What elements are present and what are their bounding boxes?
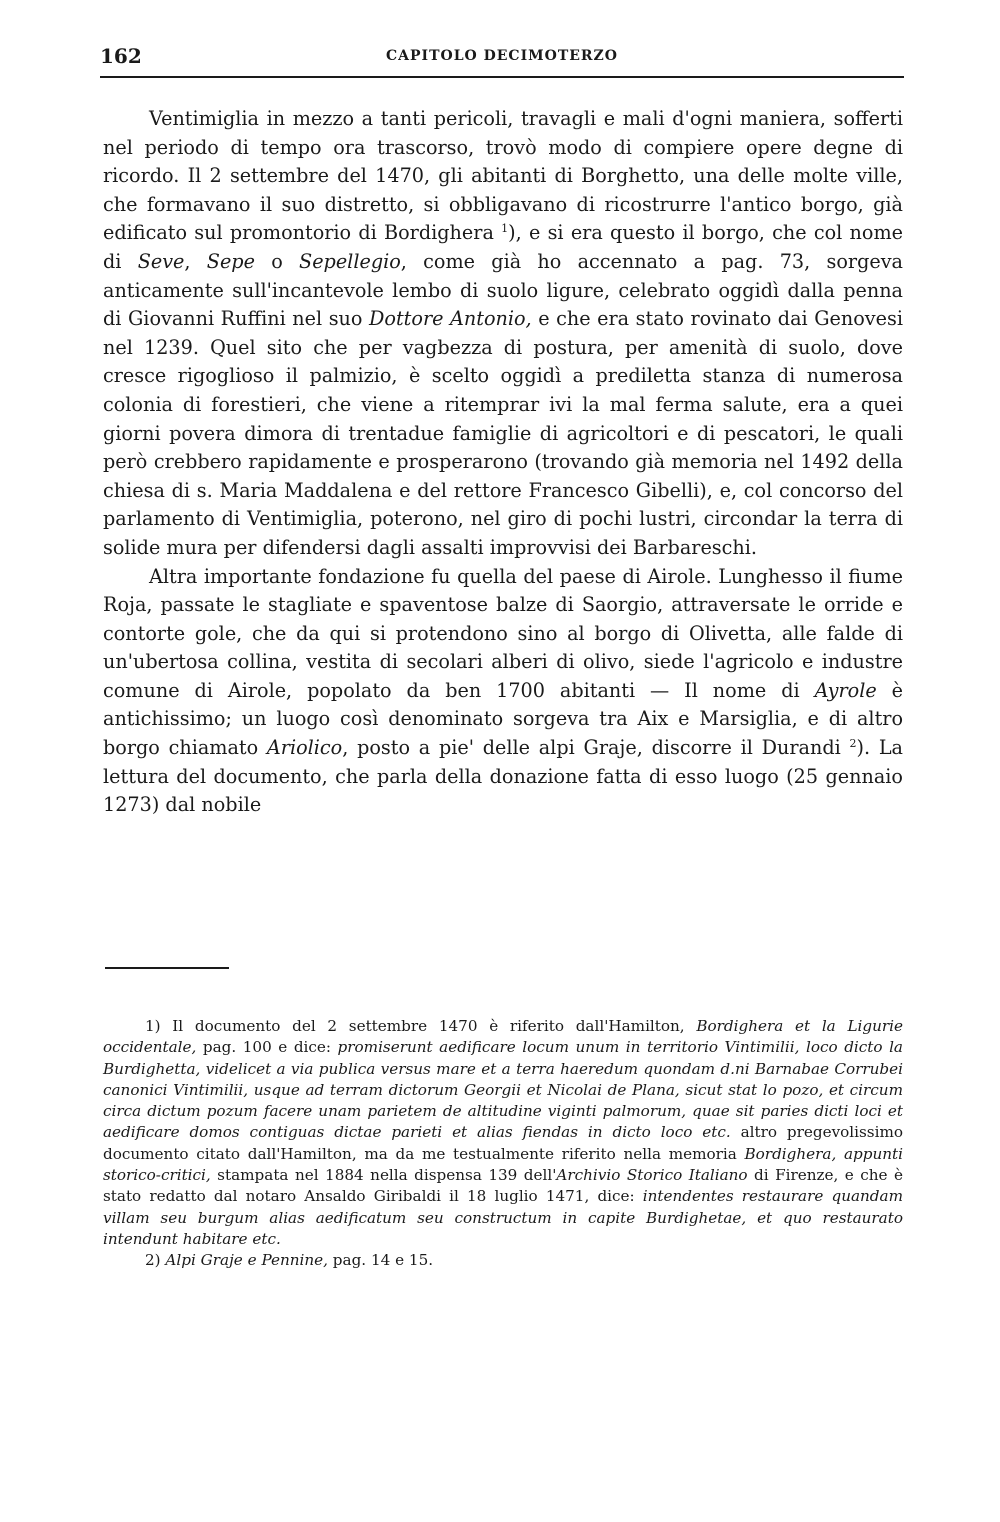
footnote-2 — [103, 1250, 903, 1271]
paragraph-ventimiglia — [103, 105, 903, 563]
text-run: altro pregevolissimo documento citato dall'Hamilton, ma da me testualmente riferito nella memoria — [103, 1123, 903, 1163]
text-run: Altra importante fondazione fu quella del paese di Airole. Lunghesso il fiume Roja, passate le stagliate e spaventose balze di Saorgio, attraversate le orride e contorte gole, che da qui si protendono sino al borgo di Olivetta, alle falde di un'ubertosa collina, vestita di secolari alberi di olivo, siede l'agricolo e industre comune di Airole, popolato da ben 1700 abitanti — Il nome di — [103, 564, 903, 702]
italic-run: Sepellegio — [299, 249, 401, 273]
page-number: 162 — [100, 44, 142, 68]
text-run: o — [254, 249, 300, 273]
text-run: ). La lettura del documento, che parla della donazione fatta di esso luogo (25 gennaio 1273) dal nobile — [103, 736, 903, 817]
italic-run: Bordighera et la Ligurie occidentale, — [103, 1017, 903, 1057]
page-header — [100, 44, 904, 74]
text-run: è antichissimo; un luogo così denominato sorgeva tra Aix e Marsiglia, e di altro borgo chiamato — [103, 678, 903, 760]
footnotes — [103, 1016, 903, 1272]
italic-run: intendentes restaurare quandam villam seu burgum alias aedificatum seu constructum in capite Burdighetae, et quo restaurato intendunt habitare etc. — [103, 1187, 903, 1248]
text-run: 2) — [145, 1251, 166, 1270]
italic-run: Archivio Storico Italiano — [556, 1166, 748, 1185]
text-run: stampata nel 1884 nella dispensa 139 dell' — [210, 1166, 557, 1185]
italic-run: Bordighera, appunti storico-critici, — [103, 1144, 903, 1185]
text-run: Ventimiglia in mezzo a tanti pericoli, travagli e mali d'ogni maniera, sofferti nel periodo di tempo ora trascorso, trovò modo di compiere opere degne di ricordo. Il 2 settembre del 1470, gli abitanti di Borghetto, una delle molte ville, che formavano il suo distretto, si obbligavano di ricostrurre l'antico borgo, già edificato sul promontorio di Bordighera — [103, 107, 903, 245]
main-text — [103, 105, 903, 820]
text-run: di Firenze, e che è stato redatto dal notaro Ansaldo Giribaldi il 18 luglio 1471, dice: — [103, 1166, 903, 1206]
footnote-separator — [105, 967, 229, 969]
footnote-ref-2[interactable]: 2 — [849, 737, 857, 751]
italic-run: Dottore Antonio, — [369, 307, 532, 331]
paragraph-airole — [103, 563, 903, 820]
text-run: e che era stato rovinato dai Genovesi nel 1239. Quel sito che per vagbezza di postura, per amenità di suolo, dove cresce rigoglioso il palmizio, è scelto oggidì a prediletta stanza di numerosa colonia di forestieri, che viene a ritemprar ivi la mal ferma salute, era a quei giorni povera dimora di trentadue famiglie di agricoltori e di pescatori, le quali però crebbero rapidamente e prosperarono (trovando già memoria nel 1492 della chiesa di s. Maria Maddalena e del rettore Francesco Gibelli), e, col concorso del parlamento di Ventimiglia, poterono, nel giro di pochi lustri, circondar la terra di solide mura per difendersi dagli assalti improvvisi dei Barbareschi. — [103, 307, 903, 559]
text-run: ), e si era questo il borgo, che col nome di — [103, 221, 903, 273]
text-run: pag. 14 e 15. — [327, 1251, 434, 1270]
running-title: CAPITOLO DECIMOTERZO — [386, 48, 618, 64]
text-run: , posto a pie' delle alpi Graje, discorre il Durandi — [342, 736, 850, 760]
text-run: pag. 100 e dice: — [196, 1038, 338, 1057]
text-run: 1) Il documento del 2 settembre 1470 è riferito dall'Hamilton, — [145, 1017, 697, 1035]
text-run: , — [184, 249, 207, 273]
text-run: , come già ho accennato a pag. 73, sorgeva anticamente sull'incantevole lembo di suolo ligure, celebrato oggidì dalla penna di Giovanni Ruffini nel suo — [103, 249, 903, 331]
italic-run: promiserunt aedificare locum unum in territorio Vintimilii, loco dicto la Burdighetta, videlicet a via publica versus mare et a terra haeredum quondam d.ni Barnabae Corrubei canonici Vintimilii, usque ad terram dictorum Georgii et Nicolai de Plana, sicut stat lo pozo, et circum circa dictum pozum facere unam parietem de altitudine viginti palmorum, quae sit paries dicti loci et aedificare domos contiguas dictae parieti et alias fiendas in dicto loco etc. — [103, 1038, 903, 1142]
italic-run: Alpi Graje e Pennine, — [165, 1251, 328, 1270]
italic-run: Ayrole — [814, 678, 877, 702]
footnote-1 — [103, 1016, 903, 1250]
italic-run: Sepe — [206, 249, 255, 273]
italic-run: Ariolico — [266, 736, 343, 760]
italic-run: Seve — [137, 249, 185, 273]
header-rule — [100, 76, 904, 78]
footnote-ref-1[interactable]: 1 — [501, 222, 509, 236]
